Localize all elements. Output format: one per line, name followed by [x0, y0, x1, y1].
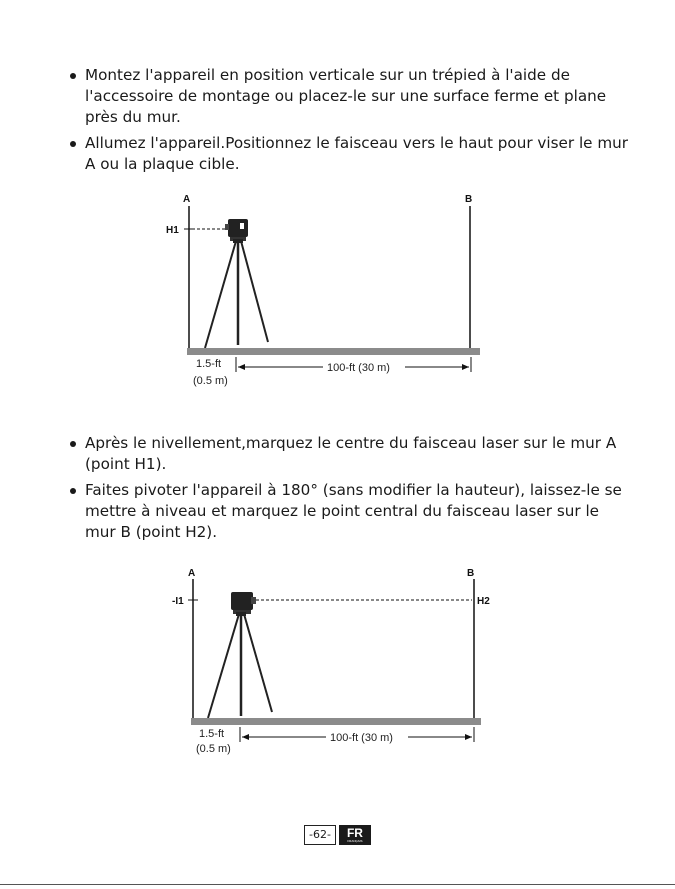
instruction-text: Montez l'appareil en position verticale sur un trépied à l'aide de l'accessoire de montage ou placez-le sur une surface ferme et plane près du mur.	[85, 66, 607, 126]
instruction-text: Après le nivellement,marquez le centre du faisceau laser sur le mur A (point H1).	[85, 434, 617, 473]
floor	[191, 718, 481, 725]
tripod-icon	[205, 241, 268, 348]
instruction-text: Allumez l'appareil.Positionnez le faisceau vers le haut pour viser le mur A ou la plaque cible.	[85, 134, 629, 173]
near-distance-label: 1.5-ft	[199, 728, 225, 740]
wall-b-label: B	[465, 194, 473, 205]
floor	[187, 348, 480, 355]
instruction-item	[70, 433, 630, 475]
laser-level-icon	[231, 592, 256, 614]
arrow-right-icon	[462, 364, 469, 370]
wall-a-label: A	[183, 194, 191, 205]
arrow-left-icon	[242, 734, 249, 740]
tripod-icon	[208, 614, 272, 718]
h2-label: H2	[477, 596, 490, 607]
far-distance-label: 100-ft (30 m)	[330, 732, 393, 744]
instruction-text: Faites pivoter l'appareil à 180° (sans modifier la hauteur), laissez-le se mettre à niveau et marquez le point central du faisceau laser sur le mur B (point H2).	[85, 481, 622, 541]
language-code: FR	[346, 826, 363, 840]
wall-a-label: A	[188, 568, 196, 579]
page-footer	[304, 825, 371, 845]
arrow-right-icon	[465, 734, 472, 740]
instruction-list-bottom	[70, 433, 630, 548]
diagram-laser-h2	[0, 555, 675, 775]
near-distance-metric: (0.5 m)	[196, 743, 231, 755]
diagram-laser-h1	[0, 0, 675, 410]
instruction-item	[70, 480, 630, 543]
page-number: -62-	[304, 825, 336, 845]
h1-label: -I1	[172, 596, 184, 607]
h1-label: H1	[166, 225, 179, 236]
bottom-rule	[0, 884, 675, 885]
near-distance-metric: (0.5 m)	[193, 375, 228, 387]
wall-b-label: B	[467, 568, 475, 579]
near-distance-label: 1.5-ft	[196, 358, 222, 370]
laser-level-icon	[225, 219, 248, 241]
bullet-icon	[70, 441, 76, 447]
bullet-icon	[70, 488, 76, 494]
far-distance-label: 100-ft (30 m)	[327, 362, 390, 374]
language-name: FRANÇAIS	[347, 839, 363, 843]
arrow-left-icon	[238, 364, 245, 370]
language-badge	[339, 825, 371, 845]
